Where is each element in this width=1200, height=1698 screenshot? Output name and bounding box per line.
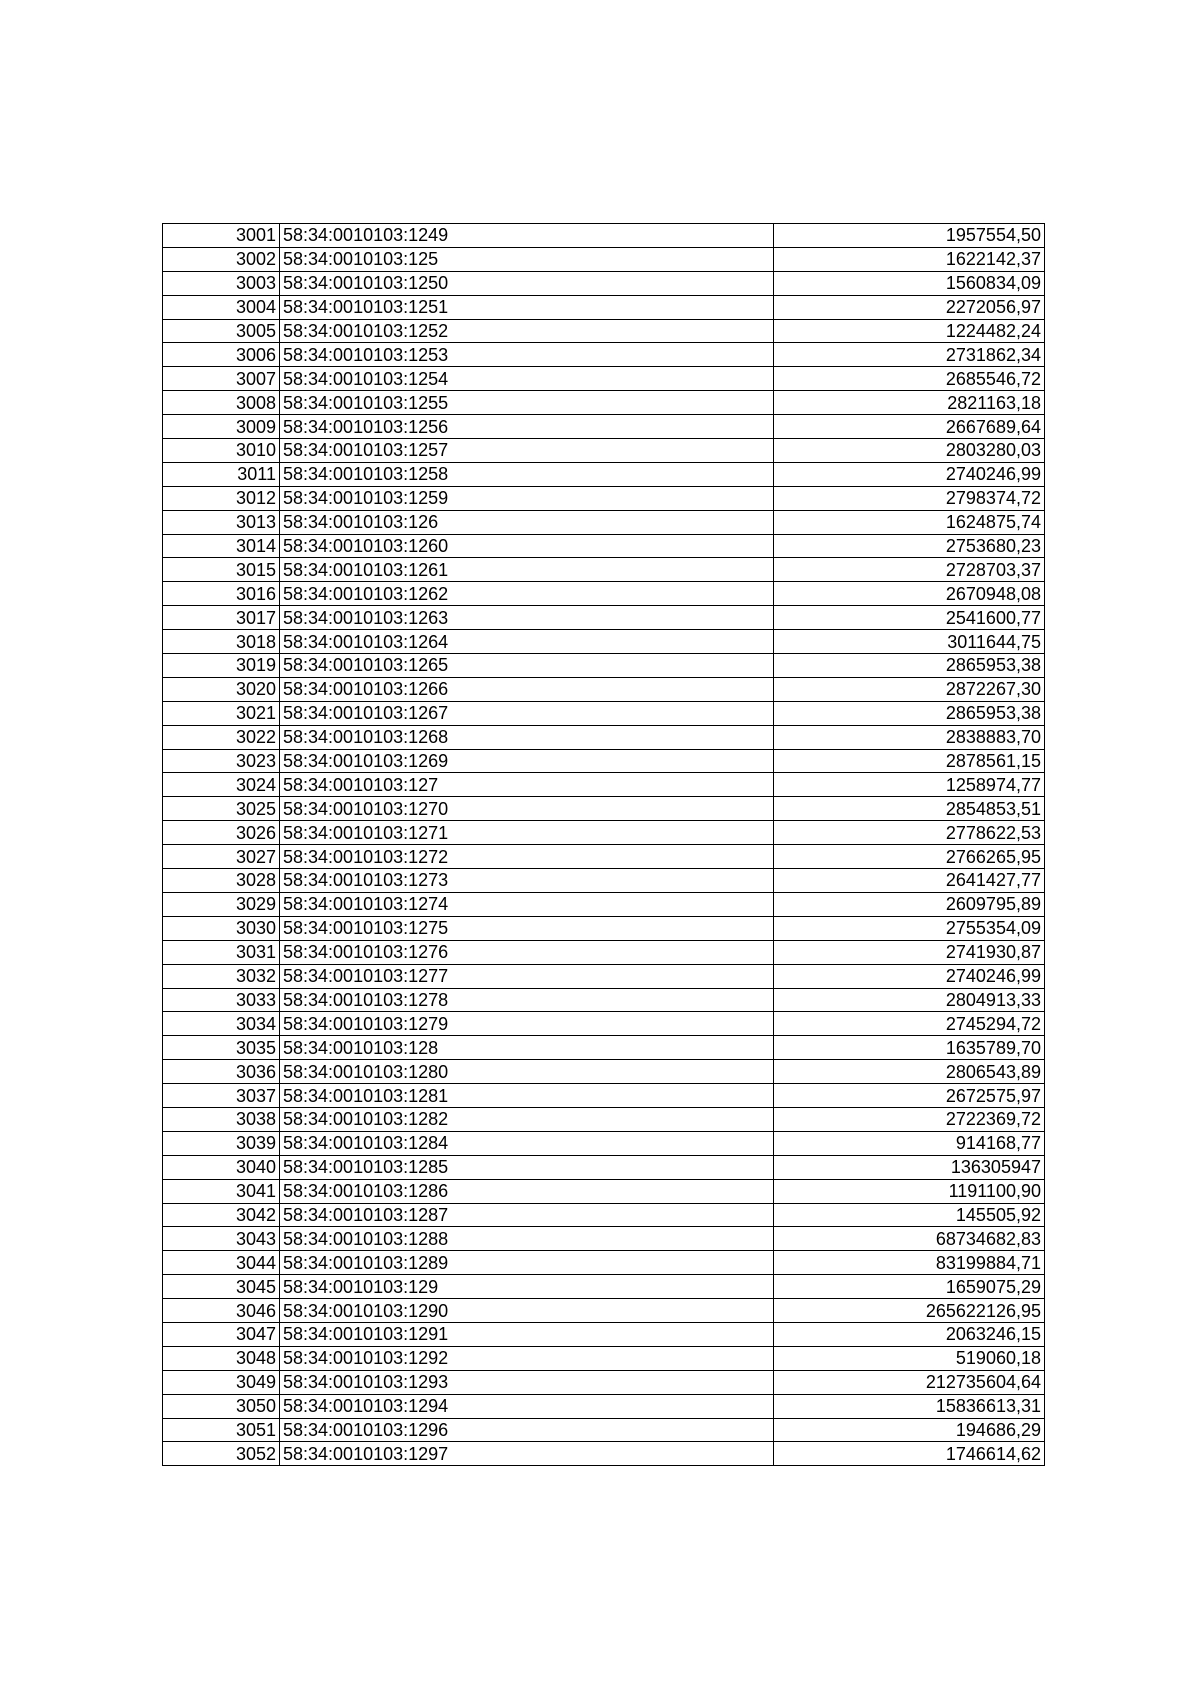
cadastral-number-cell: 58:34:0010103:1276 xyxy=(280,940,774,964)
cadastral-value-cell: 2672575,97 xyxy=(774,1084,1045,1108)
table-row xyxy=(163,1179,1045,1203)
cadastral-number-cell: 58:34:0010103:1261 xyxy=(280,558,774,582)
cadastral-value-cell: 2865953,38 xyxy=(774,701,1045,725)
table-row xyxy=(163,1203,1045,1227)
table-row xyxy=(163,725,1045,749)
cadastral-value-cell: 1659075,29 xyxy=(774,1275,1045,1299)
row-number-cell: 3022 xyxy=(163,725,280,749)
cadastral-value-cell: 83199884,71 xyxy=(774,1251,1045,1275)
row-number-cell: 3040 xyxy=(163,1155,280,1179)
row-number-cell: 3046 xyxy=(163,1299,280,1323)
cadastral-number-cell: 58:34:0010103:1251 xyxy=(280,295,774,319)
cadastral-number-cell: 58:34:0010103:1252 xyxy=(280,319,774,343)
table-row xyxy=(163,892,1045,916)
table-row xyxy=(163,1346,1045,1370)
cadastral-value-cell: 2878561,15 xyxy=(774,749,1045,773)
cadastral-number-cell: 58:34:0010103:1275 xyxy=(280,916,774,940)
row-number-cell: 3052 xyxy=(163,1442,280,1466)
row-number-cell: 3041 xyxy=(163,1179,280,1203)
cadastral-number-cell: 58:34:0010103:1291 xyxy=(280,1322,774,1346)
table-row xyxy=(163,1299,1045,1323)
cadastral-number-cell: 58:34:0010103:1273 xyxy=(280,869,774,893)
cadastral-number-cell: 58:34:0010103:1280 xyxy=(280,1060,774,1084)
table-row xyxy=(163,295,1045,319)
cadastral-number-cell: 58:34:0010103:1255 xyxy=(280,391,774,415)
row-number-cell: 3013 xyxy=(163,510,280,534)
row-number-cell: 3008 xyxy=(163,391,280,415)
table-row xyxy=(163,1322,1045,1346)
cadastral-number-cell: 58:34:0010103:1266 xyxy=(280,677,774,701)
row-number-cell: 3033 xyxy=(163,988,280,1012)
table-row xyxy=(163,271,1045,295)
cadastral-number-cell: 58:34:0010103:1279 xyxy=(280,1012,774,1036)
cadastral-value-cell: 2865953,38 xyxy=(774,654,1045,678)
row-number-cell: 3037 xyxy=(163,1084,280,1108)
cadastral-value-cell: 1746614,62 xyxy=(774,1442,1045,1466)
row-number-cell: 3014 xyxy=(163,534,280,558)
cadastral-value-cell: 2641427,77 xyxy=(774,869,1045,893)
row-number-cell: 3029 xyxy=(163,892,280,916)
cadastral-value-cell: 15836613,31 xyxy=(774,1394,1045,1418)
row-number-cell: 3018 xyxy=(163,630,280,654)
table-row xyxy=(163,534,1045,558)
row-number-cell: 3051 xyxy=(163,1418,280,1442)
cadastral-number-cell: 58:34:0010103:127 xyxy=(280,773,774,797)
table-row xyxy=(163,964,1045,988)
row-number-cell: 3043 xyxy=(163,1227,280,1251)
table-row xyxy=(163,1060,1045,1084)
table-row xyxy=(163,510,1045,534)
row-number-cell: 3019 xyxy=(163,654,280,678)
row-number-cell: 3010 xyxy=(163,439,280,463)
row-number-cell: 3004 xyxy=(163,295,280,319)
row-number-cell: 3045 xyxy=(163,1275,280,1299)
cadastral-value-cell: 68734682,83 xyxy=(774,1227,1045,1251)
table-row xyxy=(163,1036,1045,1060)
cadastral-value-cell: 2722369,72 xyxy=(774,1107,1045,1131)
cadastral-value-cell: 265622126,95 xyxy=(774,1299,1045,1323)
table-row xyxy=(163,606,1045,630)
table-row xyxy=(163,1394,1045,1418)
row-number-cell: 3034 xyxy=(163,1012,280,1036)
cadastral-number-cell: 58:34:0010103:1256 xyxy=(280,415,774,439)
cadastral-number-cell: 58:34:0010103:125 xyxy=(280,247,774,271)
table-row xyxy=(163,677,1045,701)
cadastral-value-cell: 2667689,64 xyxy=(774,415,1045,439)
table-row xyxy=(163,558,1045,582)
row-number-cell: 3016 xyxy=(163,582,280,606)
row-number-cell: 3032 xyxy=(163,964,280,988)
row-number-cell: 3007 xyxy=(163,367,280,391)
row-number-cell: 3003 xyxy=(163,271,280,295)
row-number-cell: 3001 xyxy=(163,224,280,248)
table-row xyxy=(163,1442,1045,1466)
row-number-cell: 3048 xyxy=(163,1346,280,1370)
table-row xyxy=(163,367,1045,391)
cadastral-value-cell: 1224482,24 xyxy=(774,319,1045,343)
cadastral-value-cell: 2798374,72 xyxy=(774,486,1045,510)
table-row xyxy=(163,1251,1045,1275)
table-row xyxy=(163,1131,1045,1155)
cadastral-number-cell: 58:34:0010103:1281 xyxy=(280,1084,774,1108)
row-number-cell: 3026 xyxy=(163,821,280,845)
cadastral-number-cell: 58:34:0010103:1250 xyxy=(280,271,774,295)
table-row xyxy=(163,701,1045,725)
cadastral-number-cell: 58:34:0010103:128 xyxy=(280,1036,774,1060)
table-row xyxy=(163,654,1045,678)
cadastral-number-cell: 58:34:0010103:1264 xyxy=(280,630,774,654)
row-number-cell: 3005 xyxy=(163,319,280,343)
table-body xyxy=(163,224,1045,1466)
cadastral-value-cell: 2740246,99 xyxy=(774,964,1045,988)
row-number-cell: 3036 xyxy=(163,1060,280,1084)
row-number-cell: 3011 xyxy=(163,462,280,486)
cadastral-value-cell: 2804913,33 xyxy=(774,988,1045,1012)
table-row xyxy=(163,391,1045,415)
cadastral-number-cell: 58:34:0010103:1259 xyxy=(280,486,774,510)
cadastral-number-cell: 58:34:0010103:1293 xyxy=(280,1370,774,1394)
table-row xyxy=(163,247,1045,271)
cadastral-value-cell: 2745294,72 xyxy=(774,1012,1045,1036)
cadastral-number-cell: 58:34:0010103:1274 xyxy=(280,892,774,916)
row-number-cell: 3038 xyxy=(163,1107,280,1131)
cadastral-number-cell: 58:34:0010103:1267 xyxy=(280,701,774,725)
table-row xyxy=(163,916,1045,940)
row-number-cell: 3006 xyxy=(163,343,280,367)
cadastral-value-cell: 2741930,87 xyxy=(774,940,1045,964)
table-row xyxy=(163,630,1045,654)
row-number-cell: 3030 xyxy=(163,916,280,940)
row-number-cell: 3020 xyxy=(163,677,280,701)
table-row xyxy=(163,439,1045,463)
table-row xyxy=(163,1012,1045,1036)
cadastral-value-cell: 2685546,72 xyxy=(774,367,1045,391)
row-number-cell: 3002 xyxy=(163,247,280,271)
cadastral-number-cell: 58:34:0010103:1269 xyxy=(280,749,774,773)
cadastral-number-cell: 58:34:0010103:1286 xyxy=(280,1179,774,1203)
cadastral-number-cell: 58:34:0010103:1285 xyxy=(280,1155,774,1179)
cadastral-number-cell: 58:34:0010103:1260 xyxy=(280,534,774,558)
cadastral-number-cell: 58:34:0010103:1290 xyxy=(280,1299,774,1323)
table-row xyxy=(163,797,1045,821)
table-row xyxy=(163,415,1045,439)
cadastral-value-cell: 1622142,37 xyxy=(774,247,1045,271)
cadastral-number-cell: 58:34:0010103:1297 xyxy=(280,1442,774,1466)
cadastral-number-cell: 58:34:0010103:126 xyxy=(280,510,774,534)
cadastral-value-cell: 914168,77 xyxy=(774,1131,1045,1155)
table-row xyxy=(163,486,1045,510)
cadastral-value-cell: 2753680,23 xyxy=(774,534,1045,558)
cadastral-value-cell: 2541600,77 xyxy=(774,606,1045,630)
row-number-cell: 3015 xyxy=(163,558,280,582)
cadastral-value-cell: 194686,29 xyxy=(774,1418,1045,1442)
cadastral-number-cell: 58:34:0010103:1254 xyxy=(280,367,774,391)
cadastral-value-cell: 2872267,30 xyxy=(774,677,1045,701)
cadastral-number-cell: 58:34:0010103:1258 xyxy=(280,462,774,486)
cadastral-value-cell: 2272056,97 xyxy=(774,295,1045,319)
row-number-cell: 3044 xyxy=(163,1251,280,1275)
cadastral-value-cell: 2806543,89 xyxy=(774,1060,1045,1084)
cadastral-number-cell: 58:34:0010103:1296 xyxy=(280,1418,774,1442)
table-row xyxy=(163,749,1045,773)
cadastral-number-cell: 58:34:0010103:1265 xyxy=(280,654,774,678)
cadastral-number-cell: 58:34:0010103:1262 xyxy=(280,582,774,606)
row-number-cell: 3035 xyxy=(163,1036,280,1060)
cadastral-number-cell: 58:34:0010103:1284 xyxy=(280,1131,774,1155)
cadastral-value-cell: 2670948,08 xyxy=(774,582,1045,606)
cadastral-value-cell: 2063246,15 xyxy=(774,1322,1045,1346)
cadastral-number-cell: 58:34:0010103:1271 xyxy=(280,821,774,845)
cadastral-number-cell: 58:34:0010103:1270 xyxy=(280,797,774,821)
row-number-cell: 3025 xyxy=(163,797,280,821)
cadastral-value-cell: 2838883,70 xyxy=(774,725,1045,749)
table-row xyxy=(163,582,1045,606)
cadastral-value-cell: 2854853,51 xyxy=(774,797,1045,821)
row-number-cell: 3024 xyxy=(163,773,280,797)
cadastral-value-cell: 2766265,95 xyxy=(774,845,1045,869)
cadastral-number-cell: 58:34:0010103:1294 xyxy=(280,1394,774,1418)
table-row xyxy=(163,224,1045,248)
cadastral-number-cell: 58:34:0010103:1288 xyxy=(280,1227,774,1251)
table-row xyxy=(163,1155,1045,1179)
cadastral-value-cell: 2803280,03 xyxy=(774,439,1045,463)
cadastral-value-cell: 2731862,34 xyxy=(774,343,1045,367)
row-number-cell: 3027 xyxy=(163,845,280,869)
cadastral-value-cell: 2821163,18 xyxy=(774,391,1045,415)
table-row xyxy=(163,1107,1045,1131)
table-row xyxy=(163,319,1045,343)
row-number-cell: 3021 xyxy=(163,701,280,725)
cadastral-value-cell: 3011644,75 xyxy=(774,630,1045,654)
cadastral-value-cell: 2740246,99 xyxy=(774,462,1045,486)
cadastral-number-cell: 58:34:0010103:1263 xyxy=(280,606,774,630)
table-row xyxy=(163,821,1045,845)
table-row xyxy=(163,343,1045,367)
table-row xyxy=(163,1227,1045,1251)
cadastral-value-cell: 2609795,89 xyxy=(774,892,1045,916)
cadastral-number-cell: 58:34:0010103:1287 xyxy=(280,1203,774,1227)
row-number-cell: 3049 xyxy=(163,1370,280,1394)
cadastral-number-cell: 58:34:0010103:1272 xyxy=(280,845,774,869)
row-number-cell: 3009 xyxy=(163,415,280,439)
cadastral-number-cell: 58:34:0010103:1253 xyxy=(280,343,774,367)
table-row xyxy=(163,773,1045,797)
cadastral-number-cell: 58:34:0010103:1292 xyxy=(280,1346,774,1370)
cadastral-number-cell: 58:34:0010103:129 xyxy=(280,1275,774,1299)
cadastral-value-cell: 145505,92 xyxy=(774,1203,1045,1227)
row-number-cell: 3023 xyxy=(163,749,280,773)
table-row xyxy=(163,1370,1045,1394)
row-number-cell: 3047 xyxy=(163,1322,280,1346)
cadastral-value-cell: 136305947 xyxy=(774,1155,1045,1179)
cadastral-value-table xyxy=(162,223,1045,1466)
cadastral-number-cell: 58:34:0010103:1289 xyxy=(280,1251,774,1275)
table-row xyxy=(163,1418,1045,1442)
cadastral-value-cell: 1635789,70 xyxy=(774,1036,1045,1060)
row-number-cell: 3017 xyxy=(163,606,280,630)
cadastral-number-cell: 58:34:0010103:1249 xyxy=(280,224,774,248)
cadastral-value-cell: 2755354,09 xyxy=(774,916,1045,940)
cadastral-number-cell: 58:34:0010103:1282 xyxy=(280,1107,774,1131)
cadastral-number-cell: 58:34:0010103:1277 xyxy=(280,964,774,988)
cadastral-value-cell: 1560834,09 xyxy=(774,271,1045,295)
row-number-cell: 3042 xyxy=(163,1203,280,1227)
cadastral-value-cell: 1624875,74 xyxy=(774,510,1045,534)
cadastral-value-cell: 2728703,37 xyxy=(774,558,1045,582)
table-row xyxy=(163,988,1045,1012)
row-number-cell: 3031 xyxy=(163,940,280,964)
row-number-cell: 3039 xyxy=(163,1131,280,1155)
cadastral-value-cell: 2778622,53 xyxy=(774,821,1045,845)
cadastral-value-cell: 212735604,64 xyxy=(774,1370,1045,1394)
cadastral-value-cell: 1191100,90 xyxy=(774,1179,1045,1203)
row-number-cell: 3050 xyxy=(163,1394,280,1418)
cadastral-value-cell: 1957554,50 xyxy=(774,224,1045,248)
table-row xyxy=(163,462,1045,486)
cadastral-value-cell: 1258974,77 xyxy=(774,773,1045,797)
table-row xyxy=(163,845,1045,869)
cadastral-number-cell: 58:34:0010103:1257 xyxy=(280,439,774,463)
table-row xyxy=(163,1275,1045,1299)
cadastral-number-cell: 58:34:0010103:1268 xyxy=(280,725,774,749)
table-row xyxy=(163,1084,1045,1108)
row-number-cell: 3012 xyxy=(163,486,280,510)
table-row xyxy=(163,940,1045,964)
cadastral-number-cell: 58:34:0010103:1278 xyxy=(280,988,774,1012)
row-number-cell: 3028 xyxy=(163,869,280,893)
table-row xyxy=(163,869,1045,893)
cadastral-value-cell: 519060,18 xyxy=(774,1346,1045,1370)
